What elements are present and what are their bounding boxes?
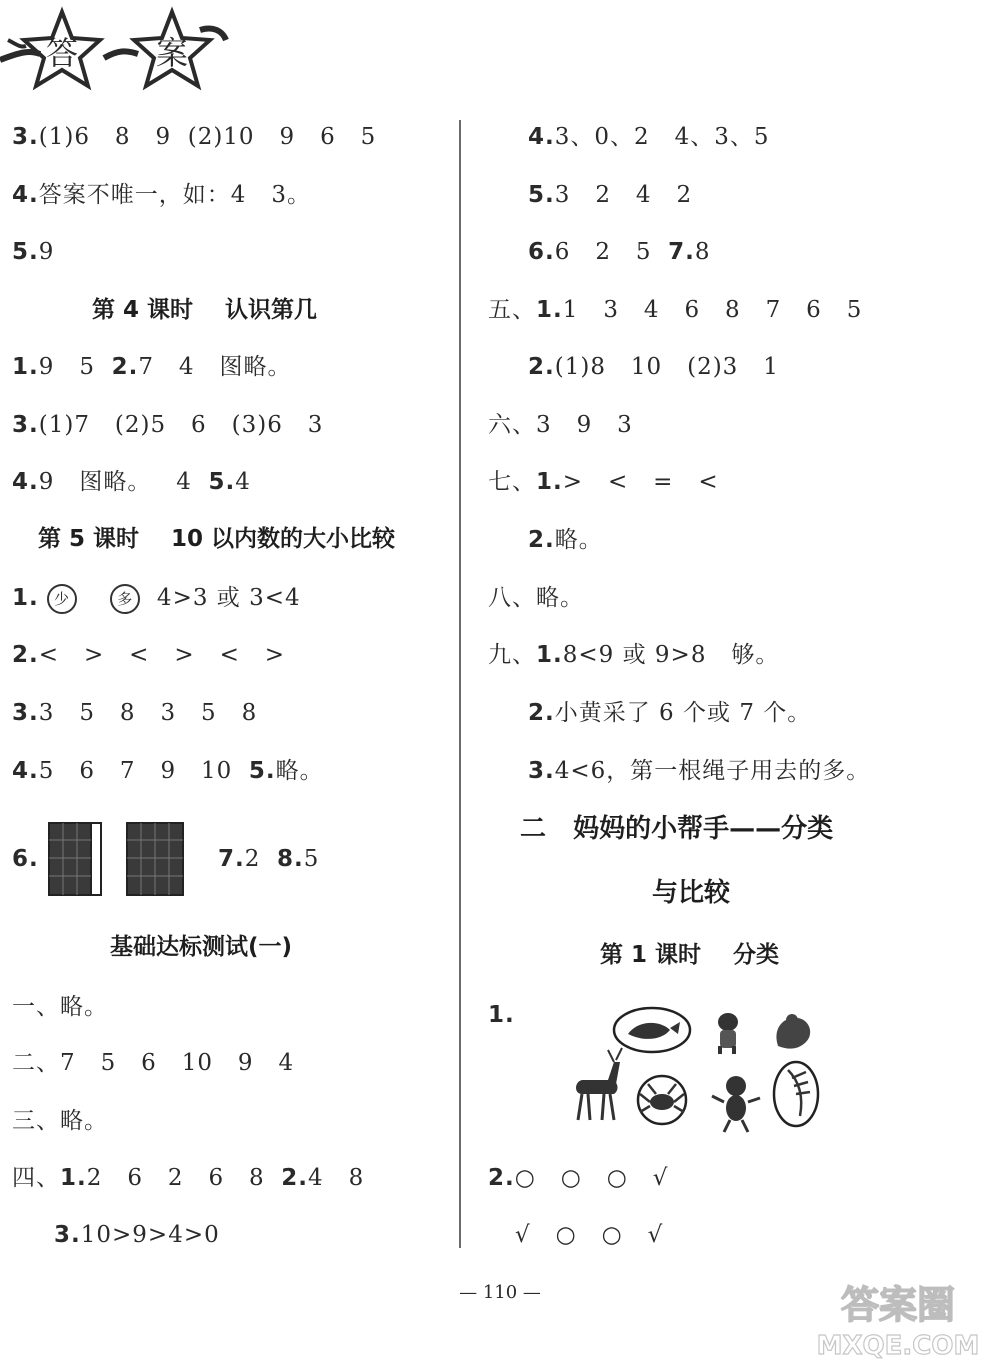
header-char-1: 答	[45, 34, 79, 72]
whale-icon	[614, 1008, 690, 1052]
answer-line: 3.3 5 8 3 5 8	[12, 700, 258, 726]
answer-line: 五、1.1 3 4 6 8 7 6 5	[488, 297, 863, 323]
answer-line: 6.6 2 5 7.8	[528, 239, 711, 265]
section-heading: 基础达标测试(一)	[110, 934, 293, 960]
watermark-logo-text: 答案圈	[840, 1283, 956, 1327]
answer-line: 3.(1)6 8 9 (2)10 9 6 5	[12, 124, 377, 150]
answer-line: 2.< > < > < >	[12, 642, 286, 668]
answer-line: 2.○ ○ ○ √	[488, 1165, 669, 1191]
answer-line: 4.3、0、2 4、3、5	[528, 124, 770, 150]
answer-line: 4.9 图略。 4 5.4	[12, 469, 251, 495]
answer-line: 1.	[488, 1002, 515, 1028]
squirrel-icon	[776, 1014, 810, 1049]
answer-line: 三、略。	[12, 1108, 108, 1134]
answer-line: 5.9	[12, 239, 55, 265]
answer-line: 2.略。	[528, 527, 603, 553]
watermark-url-text: MXQE.COM	[816, 1331, 980, 1361]
site-watermark	[802, 1274, 992, 1366]
answer-line: 3.(1)7 (2)5 6 (3)6 3	[12, 412, 324, 438]
section-heading: 第 5 课时 10 以内数的大小比较	[38, 526, 396, 552]
answer-line: √ ○ ○ √	[515, 1222, 664, 1248]
answer-line: 一、略。	[12, 994, 108, 1020]
answer-line: 7.2 8.5	[218, 846, 320, 872]
answer-line: 1.9 5 2.7 4 图略。	[12, 354, 292, 380]
answer-line: 八、略。	[488, 585, 584, 611]
section-heading: 第 1 课时 分类	[600, 942, 780, 968]
shrimp-icon	[774, 1062, 818, 1126]
answer-line: 九、1.8<9 或 9>8 够。	[488, 642, 780, 668]
section-heading: 第 4 课时 认识第几	[92, 297, 318, 323]
shaded-grid-figure	[48, 822, 108, 896]
answer-line: 4.5 6 7 9 10 5.略。	[12, 758, 324, 784]
answer-line: 二、7 5 6 10 9 4	[12, 1050, 295, 1076]
answer-header	[0, 0, 260, 110]
answer-line: 四、1.2 6 2 6 8 2.4 8	[12, 1165, 365, 1191]
answer-line: 3.10>9>4>0	[54, 1222, 220, 1248]
dog-icon	[718, 1013, 738, 1054]
answer-line: 1. 少 多 4>3 或 3<4	[12, 583, 301, 614]
circled-word: 多	[110, 584, 140, 614]
deer-icon	[576, 1048, 622, 1120]
answer-line: 3.4<6，第一根绳子用去的多。	[528, 758, 871, 784]
animal-classification-figure	[552, 998, 828, 1148]
header-char-2: 案	[155, 34, 189, 72]
answer-line: 6.	[12, 846, 39, 872]
crab-icon	[638, 1076, 686, 1124]
circled-word: 少	[47, 584, 77, 614]
answer-line: 5.3 2 4 2	[528, 182, 693, 208]
answer-line: 2.(1)8 10 (2)3 1	[528, 354, 779, 380]
answer-line: 4.答案不唯一，如：4 3。	[12, 182, 311, 208]
column-divider	[459, 120, 461, 1248]
chapter-heading: 二 妈妈的小帮手——分类	[520, 814, 834, 844]
monkey-icon	[712, 1076, 760, 1132]
chapter-heading: 与比较	[652, 878, 731, 908]
answer-line: 七、1.> < = <	[488, 469, 719, 495]
page-number: — 110 —	[459, 1282, 541, 1303]
answer-line: 六、3 9 3	[488, 412, 633, 438]
shaded-grid-figure	[126, 822, 186, 896]
answer-line: 2.小黄采了 6 个或 7 个。	[528, 700, 812, 726]
